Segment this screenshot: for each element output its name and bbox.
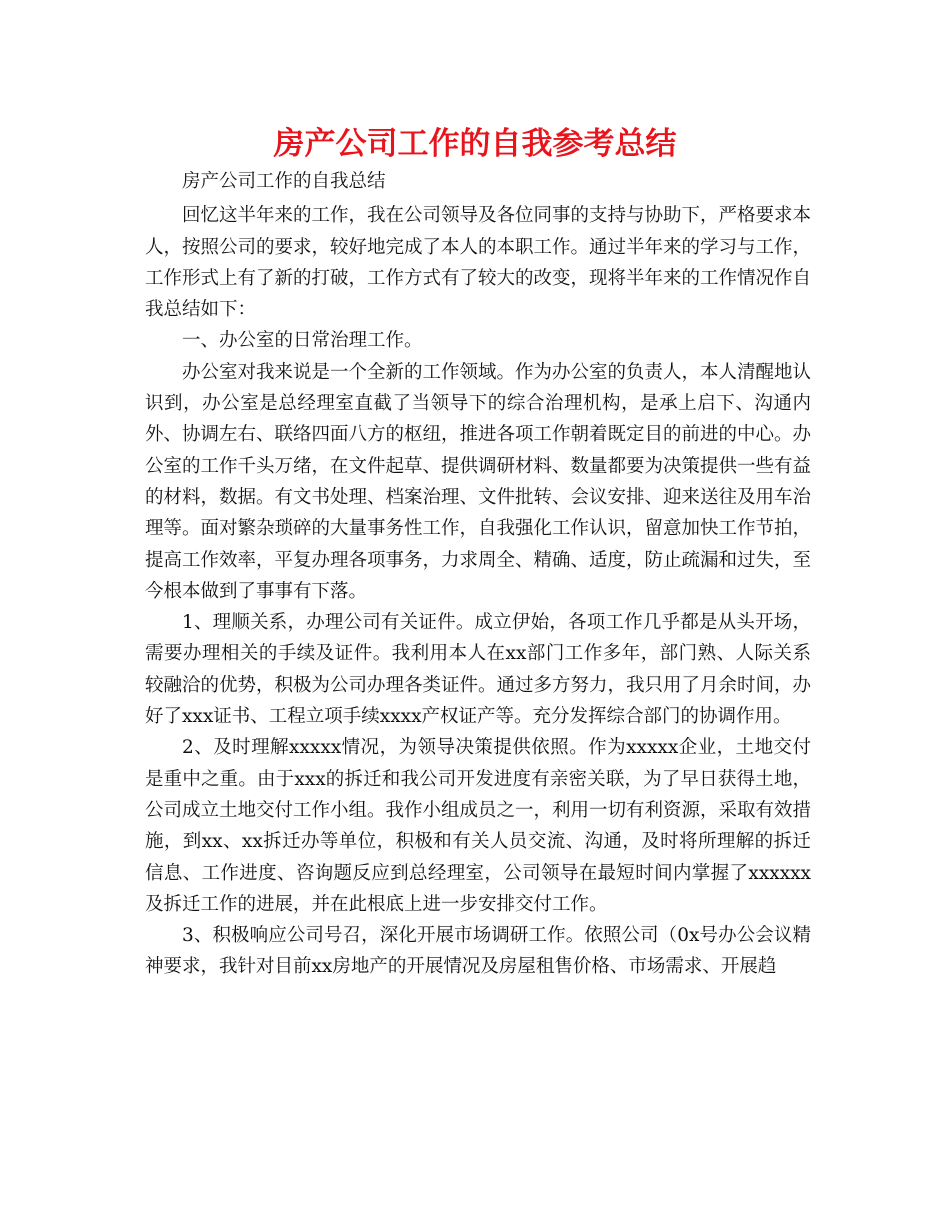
paragraph-item-1: 1、理顺关系，办理公司有关证件。成立伊始，各项工作几乎都是从头开场，需要办理相关的手续及证件。我利用本人在xx部门工作多年，部门熟、人际关系较融洽的优势，积极为公司办理各类证件。通过多方努力，我只用了月余时间，办好了xxx证书、工程立项手续xxxx产权证产等。充分发挥综合部门的协调作用。 [145, 612, 812, 728]
document-body [145, 166, 811, 983]
paragraph-item-2: 2、及时理解xxxxx情况，为领导决策提供依照。作为xxxxx企业，土地交付是重中之重。由于xxx的拆迁和我公司开发进度有亲密关联，为了早日获得土地，公司成立土地交付工作小组。我作小组成员之一，利用一切有利资源，采取有效措施，到xx、xx拆迁办等单位，积极和有关人员交流、沟通，及时将所理解的拆迁信息、工作进度、咨询题反应到总经理室，公司领导在最短时间内掌握了xxxxxx及拆迁工作的进展，并在此根底上进一步安排交付工作。 [145, 737, 812, 915]
document-title: 房产公司工作的自我参考总结 [273, 126, 677, 162]
paragraph-intro: 回忆这半年来的工作，我在公司领导及各位同事的支持与协助下，严格要求本人，按照公司的要求，较好地完成了本人的本职工作。通过半年来的学习与工作，工作形式上有了新的打破，工作方式有了较大的改变，现将半年来的工作情况作自我总结如下： [145, 205, 812, 321]
section-heading-office: 一、办公室的日常治理工作。 [182, 330, 423, 352]
paragraph-subtitle: 房产公司工作的自我总结 [182, 171, 386, 192]
paragraph-item-3: 3、积极响应公司号召，深化开展市场调研工作。依照公司（0x号办公会议精神要求，我针对目前xx房地产的开展情况及房屋租售价格、市场需求、开展趋 [145, 925, 811, 978]
paragraph-office-overview: 办公室对我来说是一个全新的工作领域。作为办公室的负责人，本人清醒地认识到，办公室是总经理室直截了当领导下的综合治理机构，是承上启下、沟通内外、协调左右、联络四面八方的枢纽，推进各项工作朝着既定目的前进的中心。办公室的工作千头万绪，在文件起草、提供调研材料、数量都要为决策提供一些有益的材料，数据。有文书处理、档案治理、文件批转、会议安排、迎来送往及用车治理等。面对繁杂琐碎的大量事务性工作，自我强化工作认识，留意加快工作节拍，提高工作效率，平复办理各项事务，力求周全、精确、适度，防止疏漏和过失，至今根本做到了事事有下落。 [145, 361, 812, 602]
